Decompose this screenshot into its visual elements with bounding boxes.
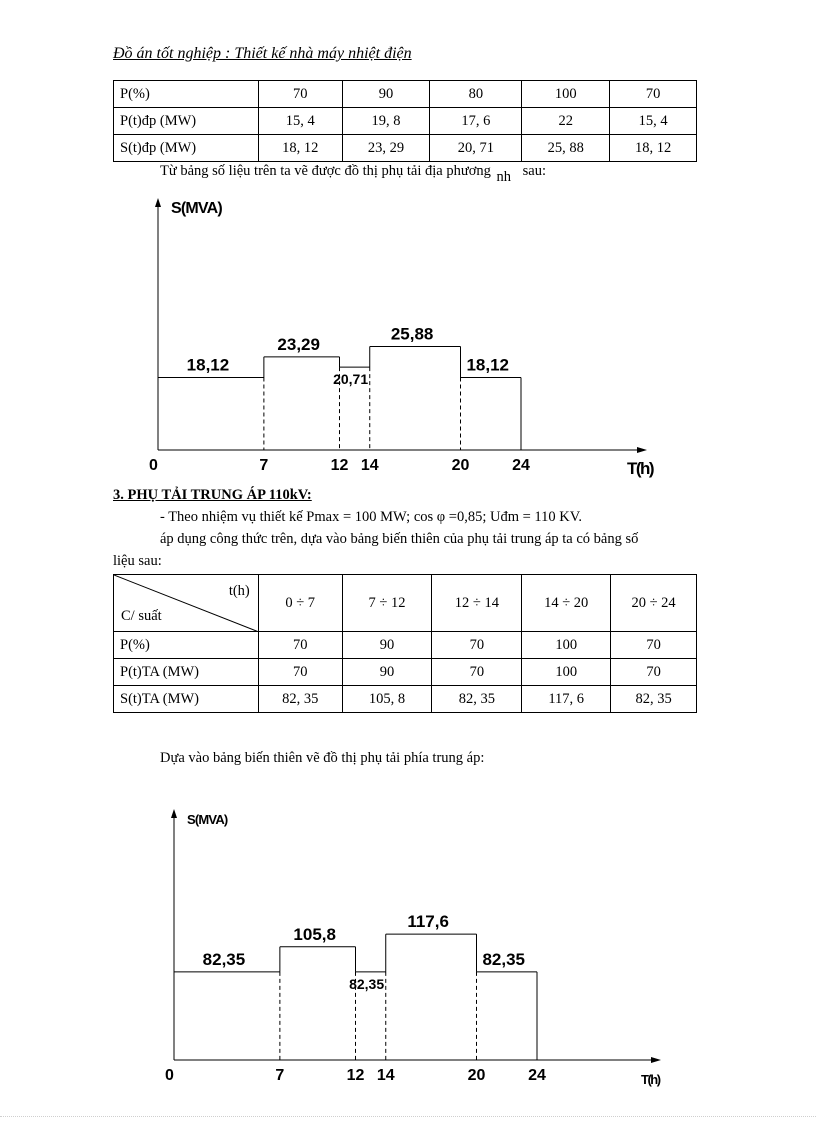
column-header-cell: 0 ÷ 7 (258, 575, 342, 632)
data-label: 23,29 (277, 334, 320, 354)
section-heading: 3. PHỤ TẢI TRUNG ÁP 110kV: (113, 487, 312, 503)
row-header-cell: P(t)đp (MW) (114, 108, 259, 135)
table-cell: 100 (522, 81, 610, 108)
table-cell: 15, 4 (610, 108, 697, 135)
table-cell: 70 (611, 632, 697, 659)
paragraph-tail: sau: (522, 163, 546, 179)
table-cell: 70 (258, 659, 342, 686)
x-tick-label: 14 (360, 457, 379, 474)
section-line-3: liệu sau: (113, 553, 162, 569)
table-cell: 70 (432, 659, 522, 686)
table-cell: 22 (522, 108, 610, 135)
data-label: 18,12 (186, 355, 230, 375)
x-tick-label: 7 (275, 1067, 285, 1084)
column-header-cell: 12 ÷ 14 (432, 575, 522, 632)
table-cell: 70 (258, 81, 342, 108)
table-cell: 70 (432, 632, 522, 659)
x-axis-label: T(h) (627, 459, 654, 478)
y-axis-arrow (171, 809, 177, 818)
y-axis-label: S(MVA) (187, 812, 228, 827)
table-cell: 117, 6 (522, 686, 611, 713)
x-tick-label: 14 (376, 1067, 395, 1084)
table-cell: 82, 35 (432, 686, 522, 713)
column-header-cell: 20 ÷ 24 (611, 575, 697, 632)
section-line-2: áp dụng công thức trên, dựa vào bảng biến thiên của phụ tải trung áp ta có bảng số (160, 531, 639, 547)
data-label: 18,12 (466, 355, 510, 375)
paragraph-text: Từ bảng số liệu trên ta vẽ được đồ thị phụ tải địa phương (160, 163, 491, 179)
x-tick-label: 12 (330, 457, 349, 474)
origin-label: 0 (165, 1067, 174, 1084)
table-cell: 70 (610, 81, 697, 108)
page-header: Đồ án tốt nghiệp : Thiết kế nhà máy nhiệt điện (113, 45, 412, 62)
row-header-cell: P(t)TA (MW) (114, 659, 259, 686)
origin-label: 0 (149, 457, 158, 474)
table-cell: 105, 8 (342, 686, 432, 713)
table-cell: 90 (342, 632, 432, 659)
section-line-1: - Theo nhiệm vụ thiết kế Pmax = 100 MW; cos φ =0,85; Uđm = 110 KV. (160, 509, 582, 525)
data-label: 82,35 (202, 949, 246, 969)
paragraph-medium-chart-intro: Dựa vào bảng biến thiên vẽ đồ thị phụ tải phía trung áp: (160, 750, 485, 766)
table-cell: 80 (430, 81, 522, 108)
column-header-cell: 14 ÷ 20 (522, 575, 611, 632)
data-label: 20,71 (333, 371, 369, 388)
data-label: 82,35 (349, 975, 385, 992)
table-cell: 100 (522, 659, 611, 686)
y-axis-label: S(MVA) (171, 200, 222, 217)
table-cell: 90 (342, 659, 432, 686)
table-cell: 70 (611, 659, 697, 686)
x-axis-label: T(h) (641, 1072, 660, 1087)
column-header-cell: 7 ÷ 12 (342, 575, 432, 632)
row-header-cell: S(t)đp (MW) (114, 135, 259, 162)
table-cell: 20, 71 (430, 135, 522, 162)
data-label: 105,8 (293, 924, 336, 944)
corner-bottom-label: C/ suất (121, 608, 162, 624)
data-label: 117,6 (407, 912, 449, 932)
row-header-cell: P(%) (114, 632, 259, 659)
table-cell: 18, 12 (258, 135, 342, 162)
table-cell: 100 (522, 632, 611, 659)
x-tick-label: 20 (467, 1067, 486, 1084)
data-label: 82,35 (482, 949, 526, 969)
table-cell: 23, 29 (342, 135, 430, 162)
x-tick-label: 24 (528, 1067, 546, 1084)
page-bottom-divider (0, 1116, 816, 1117)
x-tick-label: 7 (259, 457, 269, 474)
corner-top-label: t(h) (228, 583, 250, 599)
x-axis-arrow (651, 1057, 661, 1063)
table-cell: 25, 88 (522, 135, 610, 162)
x-tick-label: 20 (451, 457, 470, 474)
data-label: 25,88 (390, 324, 434, 344)
table-cell: 70 (258, 632, 342, 659)
paragraph-subscript: nh (496, 169, 511, 185)
row-header-cell: S(t)TA (MW) (114, 686, 259, 713)
table-cell: 15, 4 (258, 108, 342, 135)
table-cell: 19, 8 (342, 108, 430, 135)
table-cell: 17, 6 (430, 108, 522, 135)
table-cell: 82, 35 (611, 686, 697, 713)
table-cell: 90 (342, 81, 430, 108)
table-cell: 18, 12 (610, 135, 697, 162)
row-header-cell: P(%) (114, 81, 259, 108)
table-cell: 82, 35 (258, 686, 342, 713)
x-tick-label: 24 (512, 457, 530, 474)
x-tick-label: 12 (346, 1067, 365, 1084)
